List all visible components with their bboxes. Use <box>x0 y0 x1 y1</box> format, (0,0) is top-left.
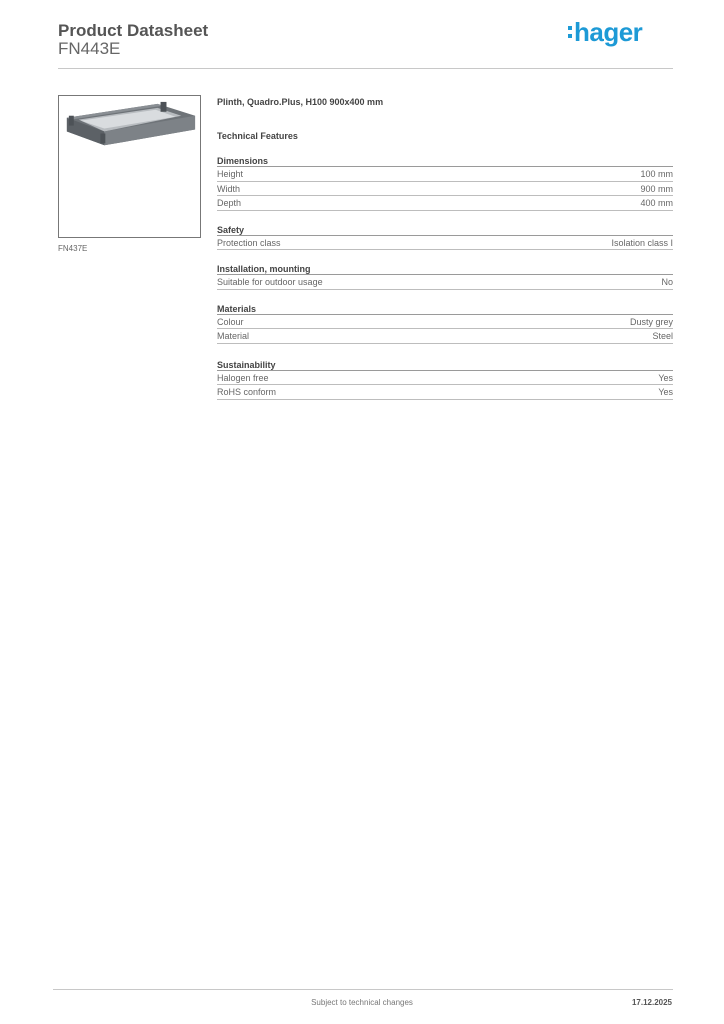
spec-label: Depth <box>217 198 242 208</box>
spec-value: Isolation class I <box>611 237 673 248</box>
product-image <box>58 95 201 238</box>
section-safety <box>217 224 673 251</box>
section-materials <box>217 303 673 344</box>
spec-value: Dusty grey <box>629 316 673 327</box>
spec-row <box>217 196 673 211</box>
spec-row <box>217 329 673 344</box>
spec-value: 400 mm <box>640 198 673 208</box>
spec-label: Material <box>217 331 250 341</box>
spec-row <box>217 275 673 290</box>
spec-row <box>217 315 673 330</box>
spec-label: Width <box>217 183 241 194</box>
spec-label: Halogen free <box>217 372 269 383</box>
spec-label: Suitable for outdoor usage <box>217 277 323 287</box>
footer-note: Subject to technical changes <box>311 998 413 1007</box>
spec-value: Steel <box>652 331 673 341</box>
spec-row <box>217 182 673 197</box>
spec-value: 100 mm <box>640 169 673 179</box>
section-sustainability <box>217 359 673 400</box>
technical-features-title: Technical Features <box>217 131 298 141</box>
spec-label: RoHS conform <box>217 387 277 397</box>
section-title: Sustainability <box>217 359 673 371</box>
section-title: Safety <box>217 224 673 236</box>
spec-row <box>217 371 673 386</box>
footer-date: 17.12.2025 <box>631 998 672 1007</box>
article-number: FN443E <box>58 39 121 58</box>
spec-row <box>217 385 673 400</box>
section-title: Installation, mounting <box>217 263 673 275</box>
footer-divider <box>53 989 673 990</box>
spec-label: Protection class <box>217 237 281 248</box>
image-caption: FN437E <box>58 244 88 253</box>
section-dimensions <box>217 155 673 211</box>
spec-row <box>217 236 673 251</box>
spec-label: Colour <box>217 316 244 327</box>
spec-row <box>217 167 673 182</box>
section-title: Materials <box>217 303 673 315</box>
section-installation <box>217 263 673 290</box>
header-divider <box>58 68 673 69</box>
spec-value: 900 mm <box>640 183 673 194</box>
spec-value: Yes <box>658 387 673 397</box>
datasheet-content <box>217 96 673 400</box>
spec-value: No <box>661 277 673 287</box>
spec-label: Height <box>217 169 244 179</box>
svg-text:hager: hager <box>574 17 643 47</box>
spec-value: Yes <box>658 372 673 383</box>
hager-logo <box>566 15 658 49</box>
product-name: Plinth, Quadro.Plus, H100 900x400 mm <box>217 97 384 107</box>
page-title: Product Datasheet <box>58 21 209 40</box>
section-title: Dimensions <box>217 155 673 167</box>
